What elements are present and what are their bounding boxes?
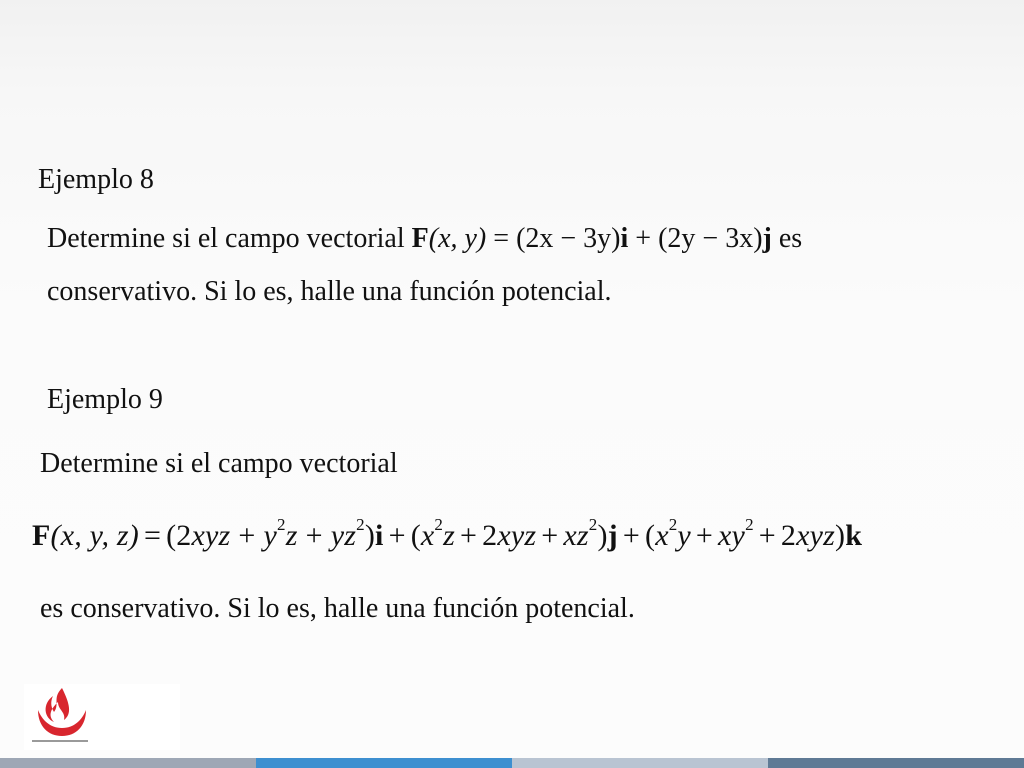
unit-vector-j: j: [607, 519, 618, 552]
var-x: x: [420, 519, 435, 552]
equals-sign: =: [143, 519, 162, 552]
example-8-statement-line-1: [47, 222, 802, 256]
var-z: z: [443, 519, 455, 552]
close-paren: ): [597, 519, 608, 552]
plus-sign: +: [622, 519, 640, 552]
term-xyz: xyz: [796, 519, 836, 552]
exponent: 2: [434, 515, 444, 534]
logo-underline: [32, 740, 88, 742]
close-paren: ): [364, 519, 376, 552]
j-component: (2y − 3x): [658, 223, 763, 254]
open-paren: (: [644, 519, 656, 552]
var-z: z: [285, 519, 298, 552]
example-8-statement-line-2: conservativo. Si lo es, halle una función potencial.: [47, 276, 612, 307]
example-8-heading: Ejemplo 8: [38, 164, 154, 195]
coefficient: 2: [780, 519, 797, 552]
plus-sign: +: [305, 519, 323, 552]
footer-segment-2: [256, 758, 512, 768]
equals-sign: =: [486, 223, 517, 254]
exponent: 2: [588, 515, 598, 534]
unit-vector-k: k: [845, 519, 863, 552]
term-xz: xz: [563, 519, 589, 552]
exponent: 2: [277, 515, 286, 534]
plus-sign: +: [695, 519, 714, 552]
open-paren: (: [410, 519, 421, 552]
exponent: 2: [668, 515, 678, 534]
university-flame-logo-icon: [32, 684, 92, 740]
i-component: (2x − 3y): [516, 223, 621, 254]
plus-sign: +: [388, 519, 406, 552]
exponent: 2: [356, 515, 365, 534]
term-xyz: xyz: [497, 519, 537, 552]
field-arguments: (x, y): [428, 223, 487, 254]
plus-sign: +: [758, 519, 776, 552]
unit-vector-i: i: [375, 519, 384, 552]
open-paren: (2: [166, 519, 192, 552]
term-xyz: xyz: [191, 519, 231, 552]
unit-vector-i: i: [620, 223, 629, 254]
plus-sign: +: [541, 519, 559, 552]
term-yz: yz: [330, 519, 357, 552]
var-x: x: [655, 519, 669, 552]
vector-field-symbol: F: [32, 519, 51, 552]
term-xy: xy: [718, 519, 746, 552]
plus-sign: +: [238, 519, 256, 552]
statement-intro: Determine si el campo vectorial: [47, 223, 412, 254]
unit-vector-j: j: [762, 223, 772, 254]
vector-field-symbol: F: [411, 223, 429, 254]
statement-tail: es: [771, 223, 803, 254]
example-9-statement-line-1: Determine si el campo vectorial: [40, 448, 398, 479]
exponent: 2: [745, 515, 754, 534]
logo-area: [24, 684, 180, 750]
close-paren: ): [835, 519, 846, 552]
var-y: y: [677, 519, 691, 552]
example-9-equation: [32, 516, 862, 556]
footer-segment-4: [768, 758, 1024, 768]
footer-segment-1: [0, 758, 256, 768]
coefficient: 2: [482, 519, 498, 552]
footer-segment-3: [512, 758, 768, 768]
plus-sign: +: [460, 519, 478, 552]
example-9-heading: Ejemplo 9: [47, 384, 163, 415]
plus-sign: +: [628, 223, 659, 254]
example-9-statement-line-2: es conservativo. Si lo es, halle una función potencial.: [40, 593, 635, 624]
footer-color-bar: [0, 758, 1024, 768]
var-y: y: [263, 519, 278, 552]
field-arguments: (x, y, z): [50, 519, 139, 552]
